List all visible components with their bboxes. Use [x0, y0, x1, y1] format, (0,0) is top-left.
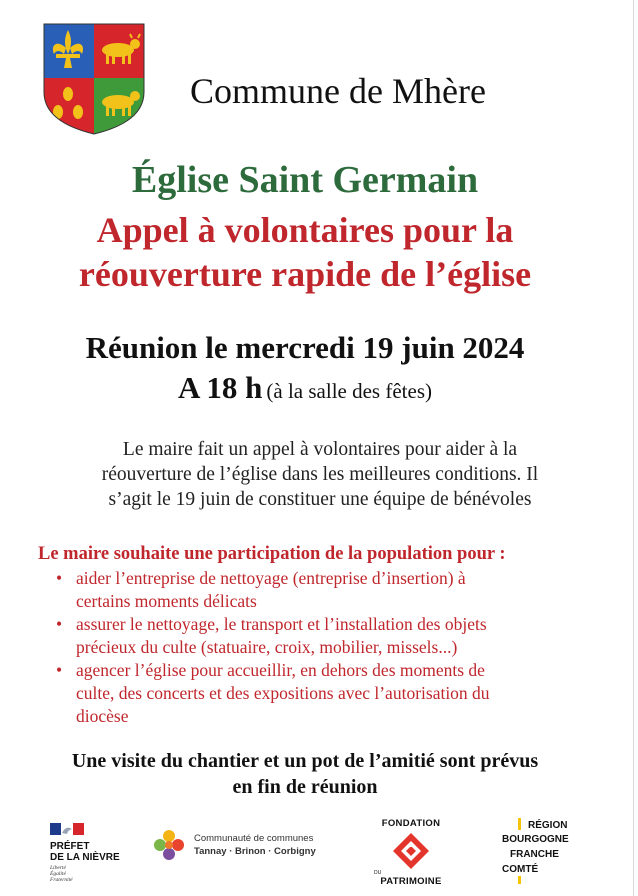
region-bar-icon [518, 876, 521, 884]
commune-name: Commune de Mhère [190, 71, 486, 111]
list-item: • aider l’entreprise de nettoyage (entreprise d’insertion) à certains moments délicats [56, 568, 466, 611]
communaute-logo: Communauté de communes Tannay · Brinon · Corbigny [152, 828, 352, 868]
region-logo: RÉGION BOURGOGNE FRANCHE COMTÉ [498, 818, 588, 888]
fondation-logo: FONDATION DU PATRIMOINE [374, 818, 442, 887]
wish-list [56, 567, 576, 728]
heritage-diamond-icon [391, 831, 431, 871]
church-title: Église Saint Germain [131, 159, 479, 201]
coat-of-arms [42, 22, 146, 136]
intro-paragraph [70, 437, 570, 512]
meeting-time: A 18 h [177, 370, 263, 405]
intro-line: s’agit le 19 juin de constituer une équipe de bénévoles [108, 489, 532, 510]
meeting-place: (à la salle des fêtes) [266, 379, 432, 403]
bullet-icon: • [56, 660, 63, 680]
intro-line: réouverture de l’église dans les meilleures conditions. Il [101, 464, 539, 485]
meeting-date: Réunion le mercredi 19 juin 2024 [85, 330, 525, 365]
bullet-icon: • [56, 568, 63, 588]
list-item: • assurer le nettoyage, le transport et l’installation des objets précieux du culte (statuaire, croix, mobilier, missels...) [56, 614, 487, 657]
meeting-time-block [0, 370, 610, 406]
intro-line: Le maire fait un appel à volontaires pour aider à la [122, 439, 518, 460]
wish-heading: Le maire souhaite une participation de la population pour : [38, 544, 506, 564]
marianne-flag-icon [50, 823, 84, 835]
flower-icon [152, 828, 186, 862]
appeal-title-line1: Appel à volontaires pour la [96, 210, 514, 250]
list-item: • agencer l’église pour accueillir, en dehors des moments de culte, des concerts et des expositions avec l’autorisation du diocèse [56, 660, 490, 726]
prefet-logo: PRÉFET DE LA NIÈVRE Liberté Égalité Fraternité [50, 822, 110, 892]
visit-note: Une visite du chantier et un pot de l’amitié sont prévus en fin de réunion [71, 750, 539, 798]
page-edge [633, 0, 634, 896]
region-bar-icon [518, 818, 521, 830]
appeal-title-line2: réouverture rapide de l’église [78, 254, 532, 294]
bullet-icon: • [56, 614, 63, 634]
